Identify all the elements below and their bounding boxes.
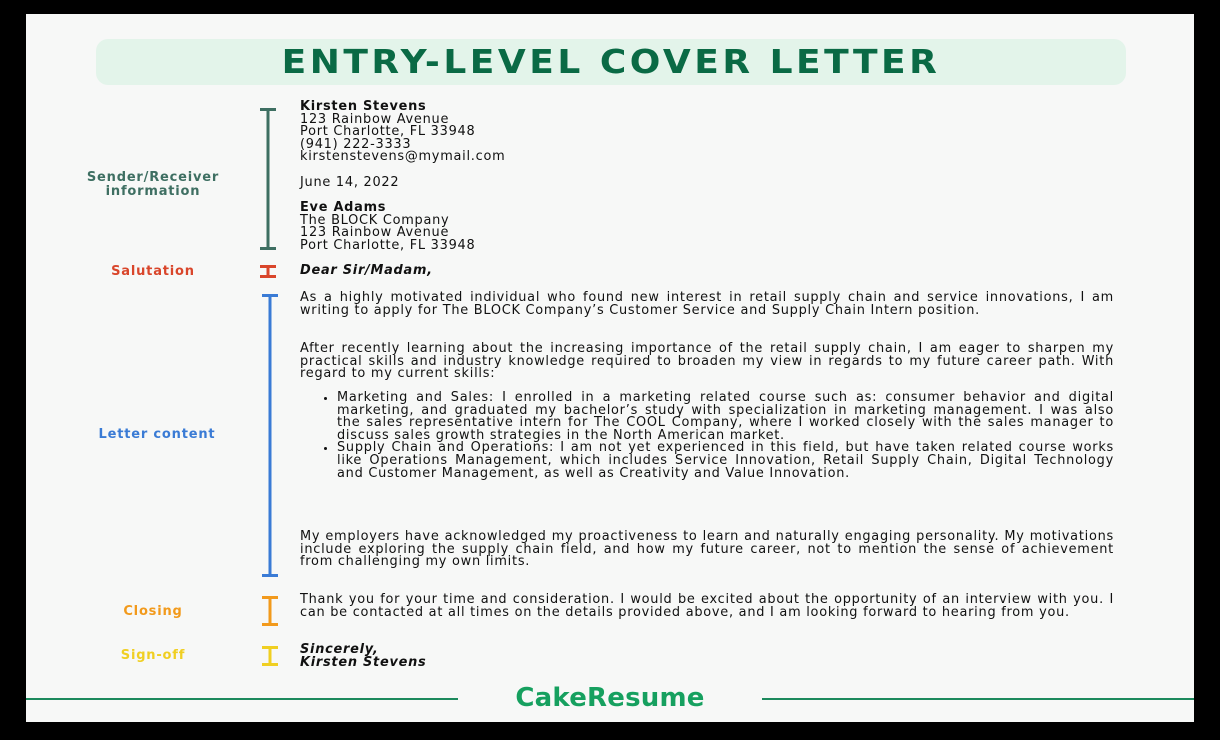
closing-label: Closing	[123, 604, 183, 619]
receiver-name: Eve Adams	[300, 200, 387, 215]
receiver-block	[300, 202, 1114, 252]
signoff-bracket	[262, 646, 278, 666]
sender-city: Port Charlotte, FL 33948	[300, 124, 476, 140]
sender-name: Kirsten Stevens	[300, 99, 427, 114]
sender-label-line2: information	[105, 184, 201, 199]
body-paragraph-2: After recently learning about the increasing importance of the retail supply chain, I am eager to sharpen my practical skills and industry knowledge required to broaden my view in regards to my future career path. With regard to my current skills:	[300, 341, 1114, 382]
receiver-street: 123 Rainbow Avenue	[300, 225, 450, 241]
signoff-word: Sincerely,	[300, 642, 379, 657]
receiver-company: The BLOCK Company	[300, 212, 450, 228]
body-paragraph-3: My employers have acknowledged my proactiveness to learn and naturally engaging personality. My motivations include exploring the supply chain field, and how my future career, not to mention the sense of achievement from challenging my own limits.	[300, 529, 1114, 570]
salutation-text: Dear Sir/Madam,	[300, 263, 433, 278]
footer-divider-right	[762, 698, 1194, 700]
signoff-name: Kirsten Stevens	[300, 654, 427, 670]
salutation-label: Salutation	[111, 264, 195, 279]
salutation-bracket	[260, 265, 276, 278]
body-paragraph-1: As a highly motivated individual who found new interest in retail supply chain and service innovations, I am writing to apply for The BLOCK Company’s Customer Service and Supply Chain Intern position.	[300, 290, 1114, 318]
sender-receiver-label	[56, 171, 250, 199]
letter-page	[26, 14, 1194, 722]
sender-block	[300, 101, 1114, 164]
letter-date: June 14, 2022	[300, 175, 400, 190]
footer-divider-left	[26, 698, 458, 700]
sender-email: kirstenstevens@mymail.com	[300, 149, 506, 165]
receiver-city: Port Charlotte, FL 33948	[300, 237, 476, 253]
sender-street: 123 Rainbow Avenue	[300, 111, 450, 127]
page-title: ENTRY-LEVEL COVER LETTER	[281, 43, 941, 81]
signoff-label: Sign-off	[120, 648, 186, 663]
sender-label-line1: Sender/Receiver	[86, 170, 220, 185]
sender-phone: (941) 222-3333	[300, 136, 412, 152]
content-bracket	[262, 294, 278, 577]
signoff-block	[300, 644, 1114, 669]
closing-bracket	[262, 596, 278, 626]
letter-content-label: Letter content	[98, 427, 216, 442]
title-banner	[96, 39, 1126, 85]
closing-text: Thank you for your time and consideration. I would be excited about the opportunity of an interview with you. I can be contacted at all times on the details provided above, and I am looking forward to hearing from you.	[300, 592, 1114, 620]
cakeresume-logo: CakeResume	[515, 683, 705, 713]
skills-list-wrapper	[300, 392, 1114, 480]
skills-list	[300, 392, 1114, 480]
sender-bracket	[260, 108, 276, 250]
skill-bullet-marketing: • Marketing and Sales: I enrolled in a marketing related course such as: consumer behavior and digital marketing, and graduated my bachelor’s study with specialization in marketing management. I was also the sales representative intern for The COOL Company, where I worked closely with the sales manager to discuss sales growth strategies in the North American market.	[337, 392, 1114, 442]
skill-bullet-supply-chain: • Supply Chain and Operations: I am not yet experienced in this field, but have taken related course works like Operations Management, which includes Service Innovation, Retail Supply Chain, Digital Technology and Customer Management, as well as Creativity and Value Innovation.	[337, 442, 1114, 480]
